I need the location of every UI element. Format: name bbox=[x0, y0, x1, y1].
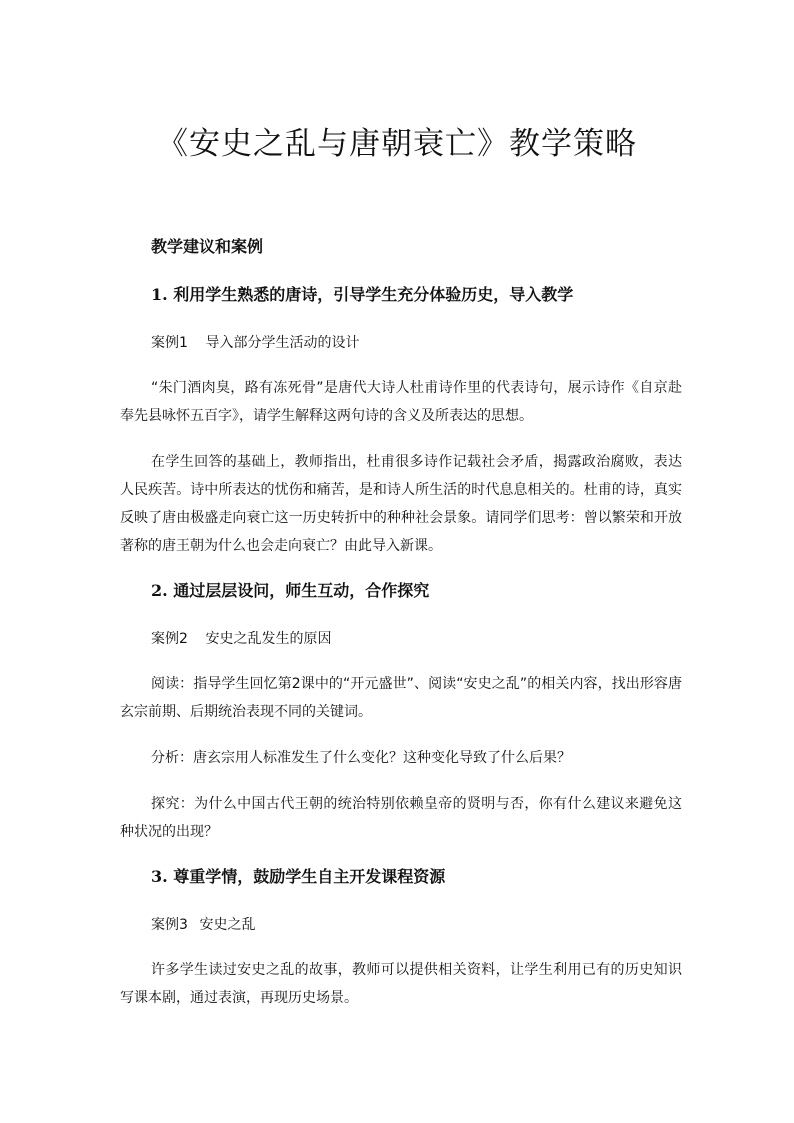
section-heading: 1. 利用学生熟悉的唐诗，引导学生充分体验历史，导入教学 bbox=[151, 285, 574, 304]
paragraph: “朱门酒肉臭，路有冻死骨”是唐代大诗人杜甫诗作里的代表诗句，展示诗作《自京赴奉先县咏怀五百字》，请学生解释这两句诗的含义及所表达的思想。 bbox=[120, 380, 682, 424]
paragraph: 许多学生读过安史之乱的故事，教师可以提供相关资料，让学生利用已有的历史知识写课本剧，通过表演，再现历史场景。 bbox=[120, 962, 682, 1006]
section-3 bbox=[120, 864, 682, 1012]
section-heading: 3. 尊重学情，鼓励学生自主开发课程资源 bbox=[151, 867, 446, 886]
case-line bbox=[151, 912, 682, 938]
case-number: 案例2 bbox=[151, 631, 188, 647]
paragraph: 阅读：指导学生回忆第2课中的“开元盛世”、阅读“安史之乱”的相关内容，找出形容唐玄宗前期、后期统治表现不同的关键词。 bbox=[120, 676, 682, 720]
section-label: 教学建议和案例 bbox=[151, 237, 264, 256]
paragraph: 在学生回答的基础上，教师指出，杜甫很多诗作记载社会矛盾，揭露政治腐败，表达人民疾苦。诗中所表达的忧伤和痛苦，是和诗人所生活的时代息息相关的。杜甫的诗，真实反映了唐由极盛走向衰亡这一历史转折中的种种社会景象。请同学们思考：曾以繁荣和开放著称的唐王朝为什么也会走向衰亡？由此导入新课。 bbox=[120, 454, 682, 554]
case-title: 导入部分学生活动的设计 bbox=[205, 335, 360, 351]
paragraph: 分析：唐玄宗用人标准发生了什么变化？这种变化导致了什么后果？ bbox=[151, 750, 571, 766]
section-heading: 2. 通过层层设问，师生互动，合作探究 bbox=[151, 581, 430, 600]
section-1 bbox=[120, 282, 682, 560]
case-number: 案例1 bbox=[151, 335, 188, 351]
case-title: 安史之乱发生的原因 bbox=[205, 631, 332, 647]
paragraph: 探究：为什么中国古代王朝的统治特别依赖皇帝的贤明与否，你有什么建议来避免这种状况的出现？ bbox=[120, 796, 682, 840]
case-line bbox=[151, 626, 682, 652]
case-line bbox=[151, 330, 682, 356]
case-title: 安史之乱 bbox=[199, 917, 256, 933]
document-title: 《安史之乱与唐朝衰亡》教学策略 bbox=[157, 126, 637, 162]
section-2 bbox=[120, 578, 682, 846]
document-body bbox=[120, 234, 682, 1030]
case-number: 案例3 bbox=[151, 917, 188, 933]
